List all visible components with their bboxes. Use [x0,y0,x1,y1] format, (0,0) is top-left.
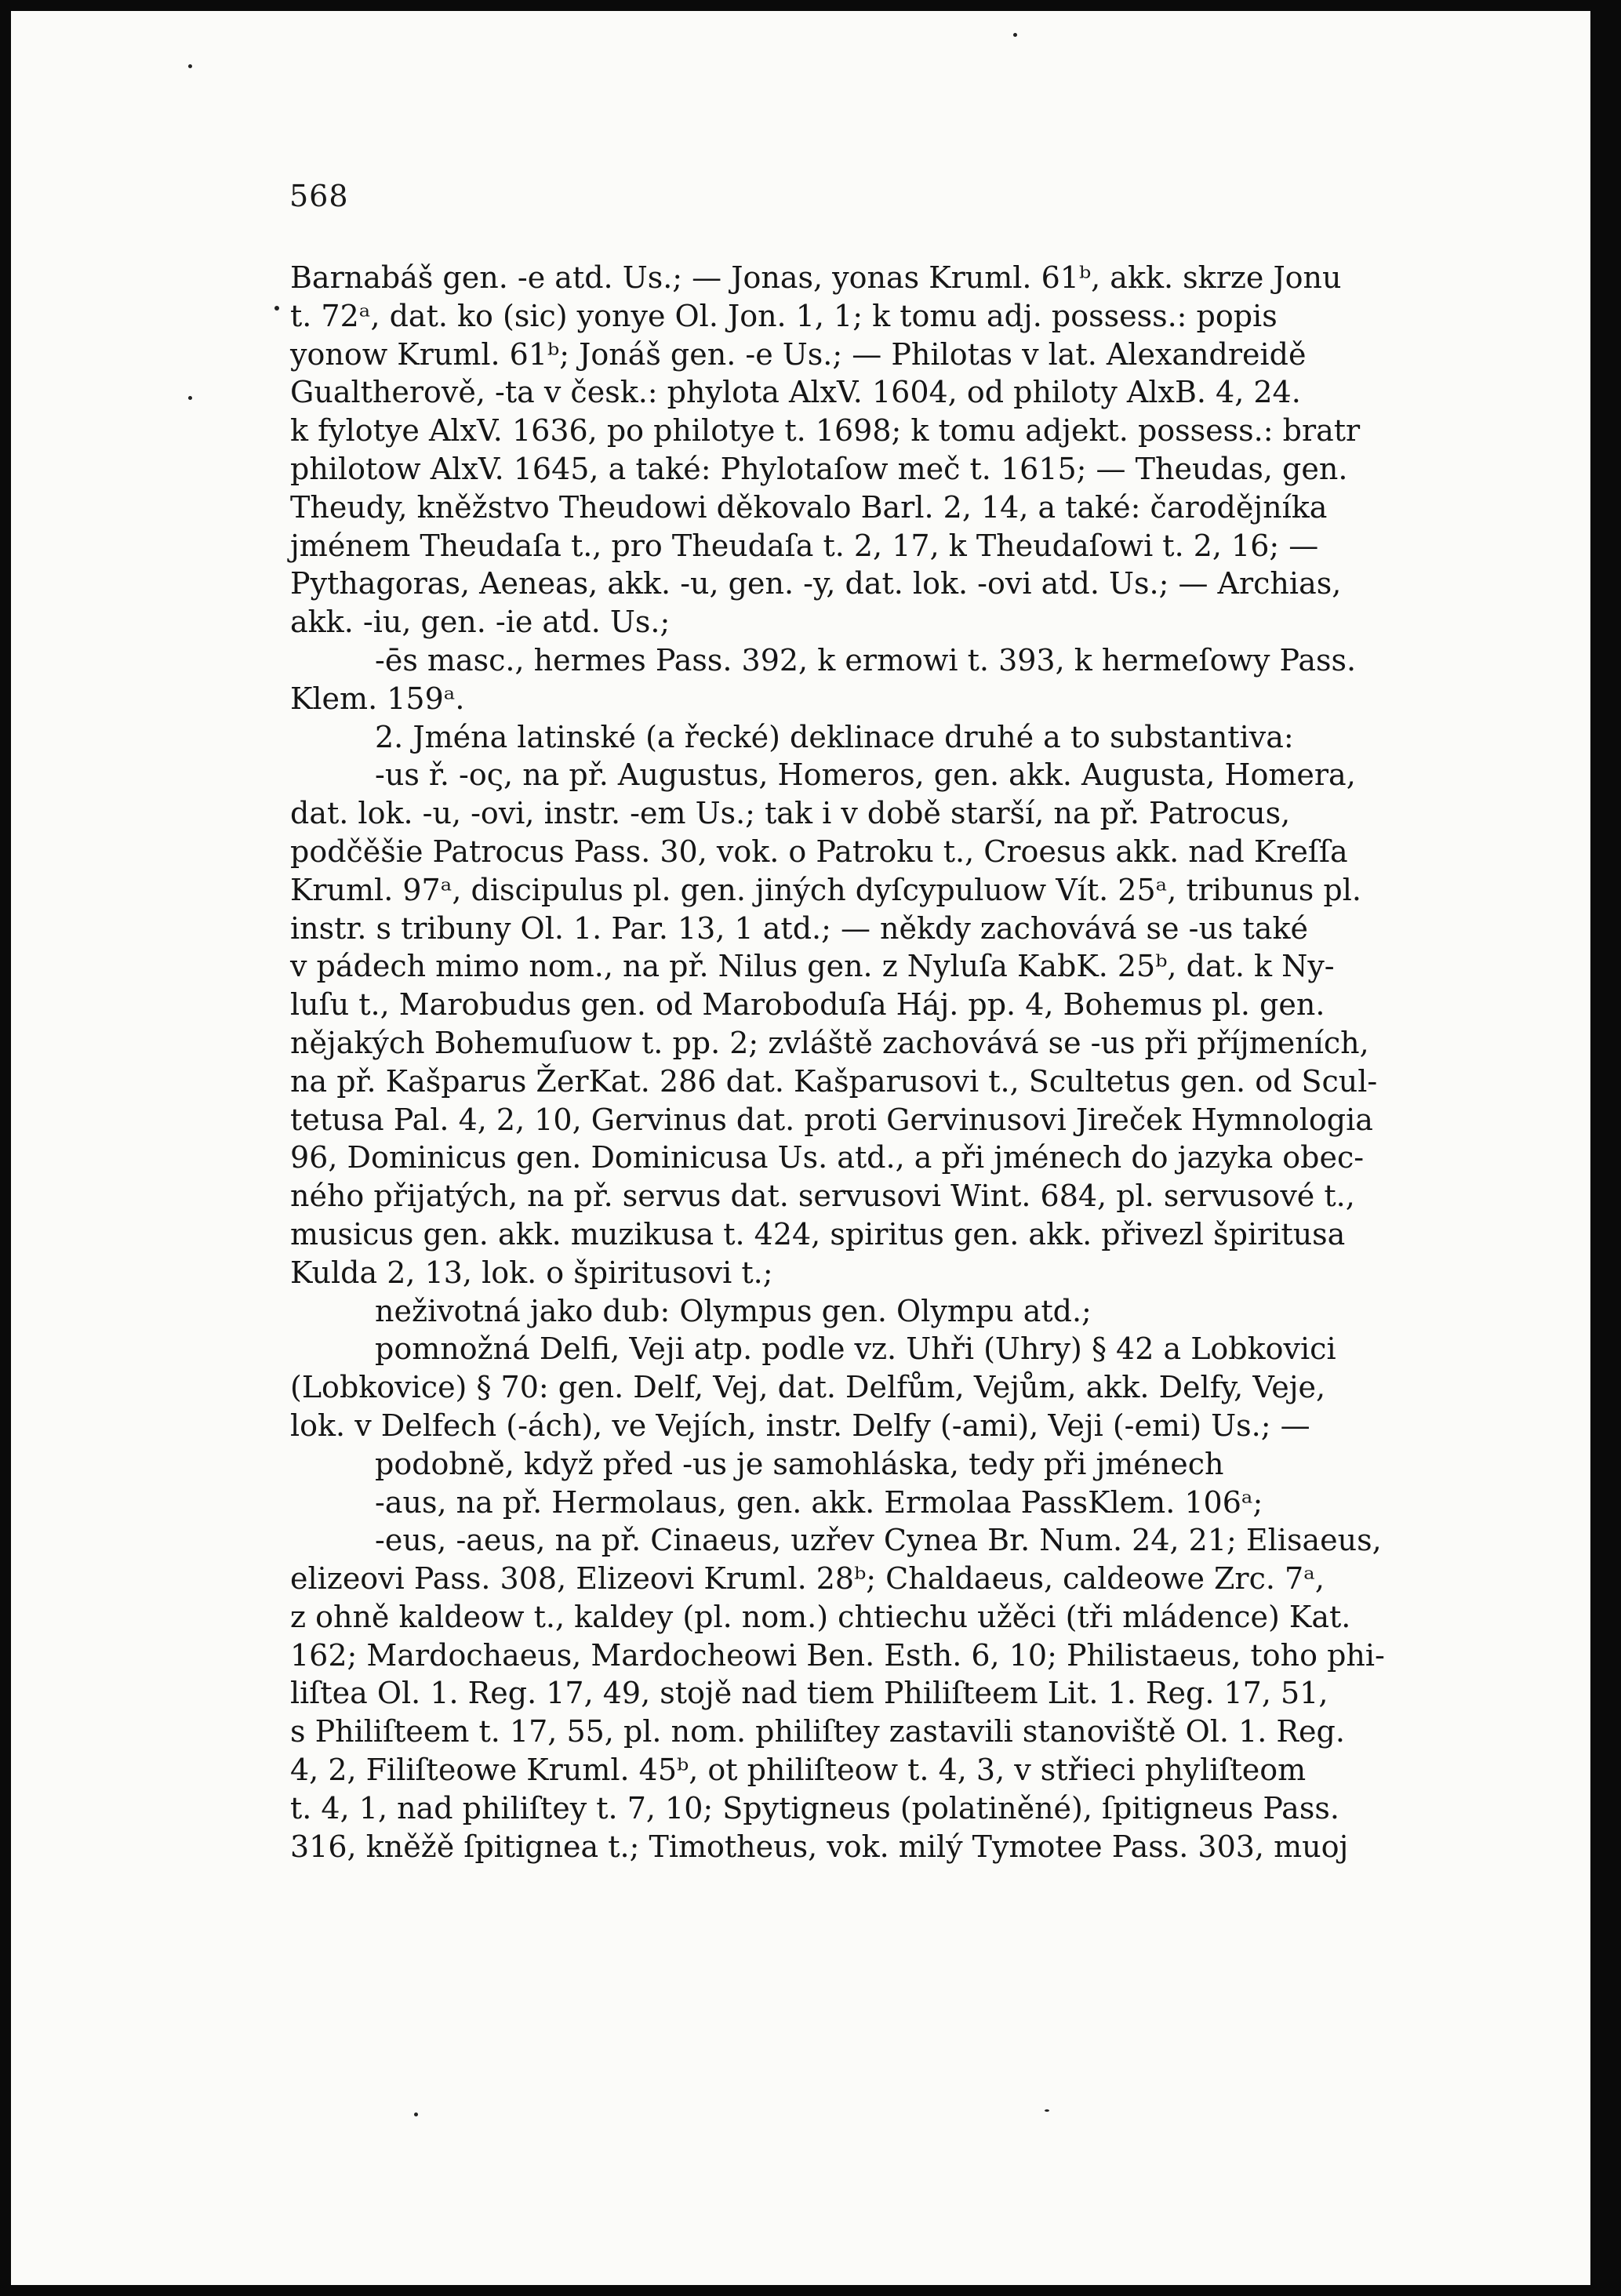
text-line: podčěšie Patrocus Pass. 30, vok. o Patroku t., Croesus akk. nad Kreſſa [290,834,1348,869]
book-page [11,11,1590,2285]
text-line: Klem. 159ᵃ. [290,681,465,716]
text-line: t. 72ᵃ, dat. ko (sic) yonye Ol. Jon. 1, 1; k tomu adj. possess.: popis [290,298,1278,333]
text-line: yonow Kruml. 61ᵇ; Jonáš gen. -e Us.; — Philotas v lat. Alexandreidě [290,336,1307,372]
text-line: -ēs masc., hermes Pass. 392, k ermowi t. 393, k hermeſowy Pass. [375,642,1357,678]
text-line: liſtea Ol. 1. Reg. 17, 49, stojě nad tiem Philiſteem Lit. 1. Reg. 17, 51, [290,1676,1328,1711]
text-line: v pádech mimo nom., na př. Nilus gen. z Nyluſa KabK. 25ᵇ, dat. k Ny- [290,949,1335,984]
text-line: luſu t., Marobudus gen. od Maroboduſa Háj. pp. 4, Bohemus pl. gen. [290,987,1325,1023]
text-line: 162; Mardochaeus, Mardocheowi Ben. Esth. 6, 10; Philistaeus, toho phi- [290,1637,1385,1673]
text-line: -eus, -aeus, na př. Cinaeus, uzřev Cynea Br. Num. 24, 21; Elisaeus, [375,1523,1382,1558]
text-line: jménem Theudaſa t., pro Theudaſa t. 2, 17, k Theudaſowi t. 2, 16; — [290,528,1319,563]
text-line: 2. Jména latinské (a řecké) deklinace druhé a to substantiva: [375,719,1294,754]
text-line: 316, kněžě ſpitignea t.; Timotheus, vok. milý Tymotee Pass. 303, muoj [290,1829,1349,1864]
text-line: lok. v Delfech (-ách), ve Vejích, instr. Delfy (-ami), Veji (-emi) Us.; — [290,1408,1310,1443]
page-number: 568 [289,179,349,213]
text-line: z ohně kaldeow t., kaldey (pl. nom.) chtiechu užěci (tři mládence) Kat. [290,1599,1351,1634]
text-line: pomnožná Delfi, Veji atp. podle vz. Uhři (Uhry) § 42 a Lobkovici [375,1331,1336,1367]
text-line: akk. -iu, gen. -ie atd. Us.; [290,605,671,640]
text-line: podobně, když před -us je samohláska, tedy při jménech [375,1446,1224,1481]
text-line: Gualtherově, -ta v česk.: phylota AlxV. 1604, od philoty AlxB. 4, 24. [290,375,1301,410]
text-line: 96, Dominicus gen. Dominicusa Us. atd., a při jménech do jazyka obec- [290,1140,1365,1175]
text-line: -aus, na př. Hermolaus, gen. akk. Ermolaa PassKlem. 106ᵃ; [375,1484,1263,1520]
text-line: ného přijatých, na př. servus dat. servusovi Wint. 684, pl. servusové t., [290,1179,1355,1214]
text-line: Pythagoras, Aeneas, akk. -u, gen. -y, dat. lok. -ovi atd. Us.; — Archias, [290,566,1342,601]
text-line: -us ř. -ος, na př. Augustus, Homeros, gen. akk. Augusta, Homera, [375,757,1356,793]
text-line: musicus gen. akk. muzikusa t. 424, spiritus gen. akk. přivezl špiritusa [290,1216,1346,1252]
text-line: Barnabáš gen. -e atd. Us.; — Jonas, yonas Kruml. 61ᵇ, akk. skrze Jonu [290,260,1342,295]
text-line: s Philiſteem t. 17, 55, pl. nom. philiſtey zastavili stanoviště Ol. 1. Reg. [290,1714,1345,1749]
text-line: Kulda 2, 13, lok. o špiritusovi t.; [290,1255,773,1290]
text-line: Theudy, kněžstvo Theudowi děkovalo Barl. 2, 14, a také: čarodějníka [290,489,1328,525]
text-line: t. 4, 1, nad philiſtey t. 7, 10; Spytigneus (polatiněné), ſpitigneus Pass. [290,1790,1339,1826]
text-line: neživotná jako dub: Olympus gen. Olympu atd.; [375,1293,1092,1328]
text-line: dat. lok. -u, -ovi, instr. -em Us.; tak i v době starší, na př. Patrocus, [290,796,1291,831]
text-line: elizeovi Pass. 308, Elizeovi Kruml. 28ᵇ; Chaldaeus, caldeowe Zrc. 7ᵃ, [290,1561,1325,1597]
text-line: tetusa Pal. 4, 2, 10, Gervinus dat. proti Gervinusovi Jireček Hymnologia [290,1102,1373,1137]
text-line: Kruml. 97ᵃ, discipulus pl. gen. jiných dyſcypuluow Vít. 25ᵃ, tribunus pl. [290,872,1361,907]
text-line: nějakých Bohemuſuow t. pp. 2; zvláště zachovává se -us při příjmeních, [290,1025,1369,1060]
text-line: (Lobkovice) § 70: gen. Delf, Vej, dat. Delfům, Vejům, akk. Delfy, Veje, [290,1370,1326,1405]
text-line: 4, 2, Filiſteowe Kruml. 45ᵇ, ot philiſteow t. 4, 3, v střieci phyliſteom [290,1753,1307,1788]
text-line: philotow AlxV. 1645, a také: Phylotaſow meč t. 1615; — Theudas, gen. [290,451,1348,486]
text-line: na př. Kašparus ŽerKat. 286 dat. Kašparusovi t., Scultetus gen. od Scul- [290,1063,1378,1099]
text-line: k fylotye AlxV. 1636, po philotye t. 1698; k tomu adjekt. possess.: bratr [290,413,1361,449]
text-line: instr. s tribuny Ol. 1. Par. 13, 1 atd.; — někdy zachovává se -us také [290,910,1308,946]
page-body [290,259,1423,1866]
